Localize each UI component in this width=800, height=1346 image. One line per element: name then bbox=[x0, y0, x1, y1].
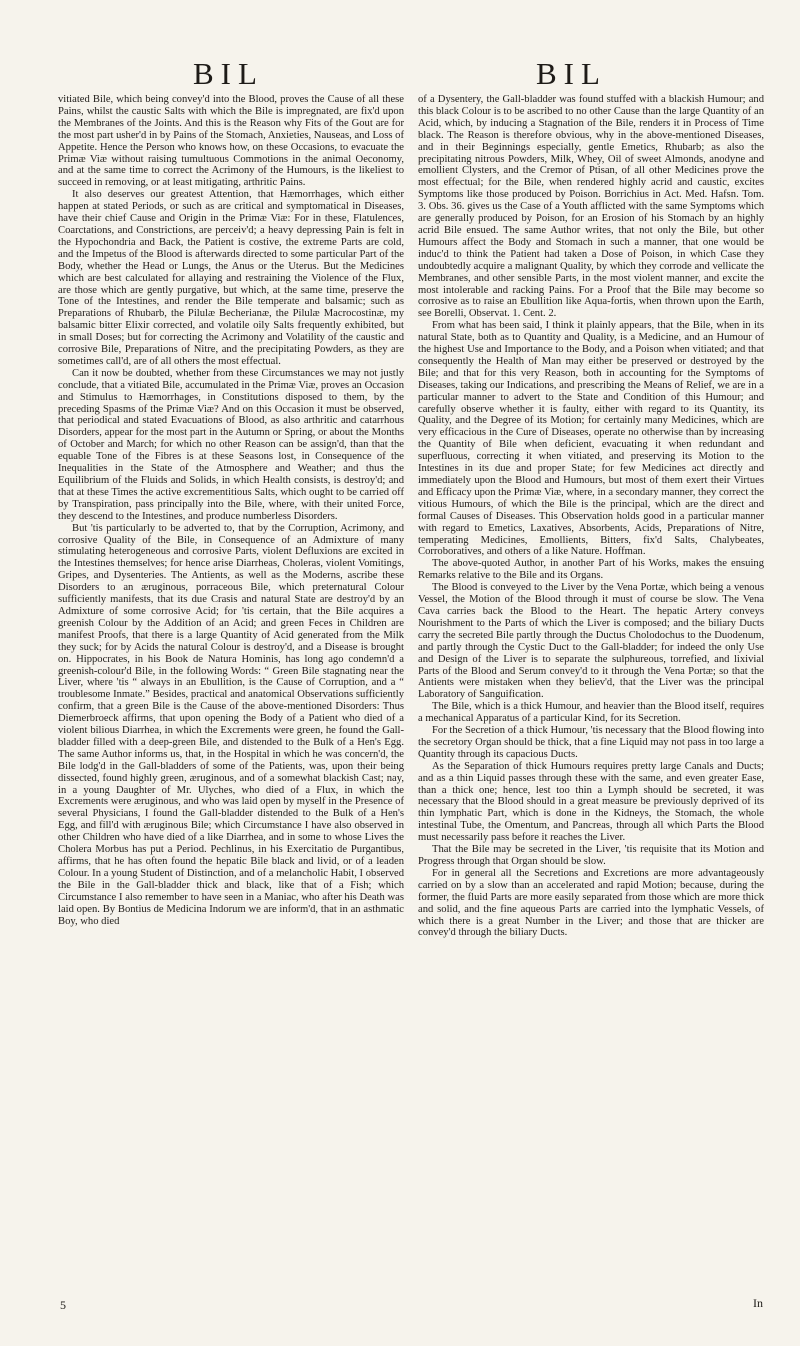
paragraph: That the Bile may be secreted in the Liver, 'tis requisite that its Motion and Progress through that Organ should be slow. bbox=[418, 844, 764, 867]
paragraph: Can it now be doubted, whether from these Circumstances we may not justly conclude, that a vitiated Bile, accumulated in the Primæ Viæ, proves an Occasion and Stimulus to Hæmorrhages, in Constitutions disposed to them, by the preceding Spasms of the Primæ Viæ? And on this Occasion it must be observed, that periodical and stated Evacuations of Blood, as also arthritic and catarrhous Disorders, appear for the most part in the Autumn or Spring, or about the Months of October and March; for which no other Reason can be assign'd, than that the equable Tone of the Fibres is at these Seasons lost, in Consequence of the Inequalities in the State of the Atmosphere and Weather; and thus the Equilibrium of the Fluids and Solids, in which Health consists, is destroy'd; and that at these Times the active excrementitious Salts, which ought to be carried off by Transpiration, pass principally into the Bile, where, with their united Force, they descend to the Intestines, and produce numberless Disorders. bbox=[58, 367, 404, 522]
paragraph: As the Separation of thick Humours requires pretty large Canals and Ducts; and as a thin Liquid passes through these with the same, and even greater Ease, than a thick one; hence, lest too thin a Lymph should be secreted, it was necessary that the Blood should in a great measure be previously deprived of its thin lymphatic Part, which is done in the Kidneys, the Stomach, the whole intestinal Tube, the Omentum, and Pancreas, through all which Parts the Blood must necessarily pass before it reaches the Liver. bbox=[418, 760, 764, 844]
headword-left: BIL bbox=[193, 56, 264, 91]
right-column bbox=[418, 94, 764, 939]
running-header bbox=[58, 56, 764, 96]
paragraph: It also deserves our greatest Attention, that Hæmorrhages, which either happen at stated Periods, or such as are critical and symptomatical in Diseases, have their chief Cause and Origin in the Primæ Viæ: For in these, Flatulences, Coarctations, and Constrictions, are perceiv'd; a heavy depressing Pain is felt in the Hypochondria and Back, the Patient is costive, the extreme Parts are cold, and the Impetus of the Blood is afterwards directed to some particular Part of the Body, whether the Head or Lungs, the Anus or the Uterus. But the Medicines which are best calculated for allaying and restraining the Violence of the Flux, are those which are gently purgative, but which, at the same time, preserve the Tone of the Intestines, and render the Bile temperate and balsamic; such as Preparations of Rhubarb, the Pilulæ Becherianæ, the Pilulæ Macrocostinæ, my balsamic bitter Elixir corrected, and volatile oily Salts frequently exhibited, but in small Doses; but for correcting the Acrimony and Volatility of the caustic and corrosive Bile, Preparations of Nitre, and the precipitating Powders, as they are sometimes call'd, are of all others the most effectual. bbox=[58, 189, 404, 367]
signature-mark: 5 bbox=[60, 1298, 66, 1312]
paragraph: of a Dysentery, the Gall-bladder was found stuffed with a blackish Humour; and this black Colour is to be ascribed to no other Cause than the large Quantity of an Acid, which, by inducing a Stagnation of the Bile, renders it in Process of Time black. The Reason is therefore obvious, why in the above-mentioned Diseases, and in their Beginnings especially, gentle Emetics, Rhubarb; as also the precipitating nitrous Powders, Milk, Whey, Oil of sweet Almonds, anodyne and emollient Clysters, and the Cremor of Ptisan, of all other Medicines prove the most effectual; for the Bile, when rendered highly acrid and caustic, excites Symptoms like those produced by Poison. Borrichius in Act. Med. Hafsn. Tom. 3. Obs. 36. gives us the Case of a Youth afflicted with the same Symptoms which are generally produced by Poison, for an Erosion of his Stomach by an highly acrid Bile ensued. The same Author writes, that not only the Bile, but other Humours affect the Body and Stomach in such a manner, that one would be induc'd to think the Patient had taken a Dose of Poison, in which Case they undoubtedly acquire a malignant Quality, by which they corrode and vellicate the Membranes, and other sensible Parts, in the most violent manner, and excite the most intolerable and racking Pains. For a Proof that the Bile may become so corrosive as to raise an Ebullition like Aqua-fortis, when thrown upon the Earth, see Borelli, Observat. 1. Cent. 2. bbox=[418, 94, 764, 320]
paragraph: The Blood is conveyed to the Liver by the Vena Portæ, which being a venous Vessel, the Motion of the Blood through it must of course be slow. The Vena Cava carries back the Blood to the Heart. The hepatic Artery conveys Nourishment to the Parts of which the Liver is composed; and the biliary Ducts carry the secreted Bile partly through the Ductus Cholodochus to the Duodenum, and partly through the Cystic Duct to the Gall-bladder; for indeed the only Use and Design of the Liver is to separate the sulphureous, torrefied, and lixivial Parts of the Blood and Serum convey'd to it through the Vena Portæ; so that the Antients were mistaken when they believ'd, that the Liver was the principal Laboratory of Sanguification. bbox=[418, 582, 764, 701]
text-columns bbox=[58, 94, 764, 939]
paragraph: For the Secretion of a thick Humour, 'tis necessary that the Blood flowing into the secretory Organ should be thick, that a fine Liquid may not pass in too large a Quantity through its capacious Ducts. bbox=[418, 725, 764, 760]
paragraph: vitiated Bile, which being convey'd into the Blood, proves the Cause of all these Pains, whilst the caustic Salts with which the Bile is impregnated, are fix'd upon the Membranes of the Joints. And this is the Reason why Fits of the Gout are for the most part usher'd in by Pains of the Stomach, Anxieties, Nauseas, and Loss of Appetite. Hence the Person who knows how, on these Occasions, to evacuate the Primæ Viæ without raising tumultuous Commotions in the animal Oeconomy, and at the same time to correct the Acrimony of the Humours, is the likeliest to succeed in removing, or at least mitigating, arthritic Pains. bbox=[58, 94, 404, 189]
paragraph: From what has been said, I think it plainly appears, that the Bile, when in its natural State, both as to Quantity and Quality, is a Medicine, and an Humour of the highest Use and Importance to the Body, and a Poison when vitiated; and that consequently the Health of Man may either be preserved or destroyed by the Bile; and that for this very Reason, both in accounting for the Symptoms of Diseases, taking our Indications, and prescribing the Means of Relief, we are in a particular manner to advert to the State and Condition of this Humour; and carefully observe whether it is faulty, either with regard to its Quantity, its Quality, and the Degree of its Motion; for certainly many Medicines, which are very efficacious in the Cure of Diseases, operate no otherwise than by increasing the Quantity of Bile when deficient, evacuating it when redundant and superfluous, correcting it when vitiated, and preserving its Motion to the Intestines in its due and proper State; for few Medicines act directly and immediately upon the Blood and Humours, but most of them exert their Virtues and Efficacy upon the Primæ Viæ, where, in a secondary manner, they correct the vitious Humours, of which the Bile is the principal, which are the direct and formal Causes of Diseases. This Observation holds good in a particular manner with regard to Emetics, Laxatives, Absorbents, Acids, Preparations of Nitre, temperating Medicines, Emollients, Bitters, fix'd Salts, Chalybeates, Corroboratives, and others of a like Nature. Hoffman. bbox=[418, 320, 764, 558]
paragraph: But 'tis particularly to be adverted to, that by the Corruption, Acrimony, and corrosive Quality of the Bile, in Consequence of an Admixture of many stimulating heterogeneous and corrosive Parts, violent Defluxions are excited in the Intestines themselves; for hence arise Diarrheas, Choleras, violent Vomitings, Gripes, and Dysenteries. The Antients, as well as the Moderns, ascribe these Disorders to an æruginous, porraceous Bile, which preternatural Colour sufficiently manifests, that its due Crasis and natural State are destroy'd by an Admixture of some corrosive Acid; for 'tis certain, that the Bile acquires a greenish Colour by the Addition of an Acid; and green Feces in Children are manifest Proofs, that there is a large Quantity of Acid generated from the Milk they suck; for by Acids the natural Colour is destroy'd, and a Disease is brought on. Hippocrates, in his Book de Natura Hominis, has long ago condemn'd a greenish-colour'd Bile, in the following Words: “ Green Bile stagnating near the Liver, where 'tis “ always in an Ebullition, is the Cause of Corruption, and a “ troublesome Inmate.” Besides, practical and anatomical Observations sufficiently confirm, that a green Bile is the Cause of the above-mentioned Disorders: Thus Diemerbroeck affirms, that upon opening the Body of a Patient who died of a violent bilious Diarrhea, in which the Excrements were green, he found the Gall-bladder filled with a deep-green Bile, and distended to the Bulk of a Hen's Egg. The same Author informs us, that, in the Hospital in which he was concern'd, the Bile lodg'd in the Gall-bladders of some of the Patients, was, upon their being dissected, found highly green, æruginous, and of a somewhat blackish Cast; nay, in a young Daughter of Mr. Ulyches, who died of a Flux, in which the Excrements were æruginous, and who was laid open by myself in the Presence of several Physicians, I found the Gall-bladder distended to the Bulk of a Hen's Egg, and fill'd with æruginous Bile; which Circumstance I have also observed in other Children who have died of a like Diarrhea, and in some to whose Lives the Cholera Morbus has put a Period. Pechlinus, in his Exercitatio de Purgantibus, affirms, that he has often found the hepatic Bile black and livid, or of a leaden Colour. In a young Student of Distinction, and of a melancholic Habit, I observed the Bile in the Gall-bladder thick and black, like that of a Fish; which Circumstance I also remember to have seen in a Maniac, who after his Death was laid open. By Bontius de Medicina Indorum we are inform'd, that in an asthmatic Boy, who died bbox=[58, 522, 404, 927]
paragraph: The Bile, which is a thick Humour, and heavier than the Blood itself, requires a mechanical Apparatus of a particular Kind, for its Secretion. bbox=[418, 701, 764, 725]
paragraph: The above-quoted Author, in another Part of his Works, makes the ensuing Remarks relative to the Bile and its Organs. bbox=[418, 558, 764, 582]
headword-right: BIL bbox=[536, 56, 607, 91]
left-column bbox=[58, 94, 404, 939]
paragraph: For in general all the Secretions and Excretions are more advantageously carried on by a slow than an accelerated and rapid Motion; because, during the former, the fluid Parts are more easily separated from those which are more thick and solid, and the fine aqueous Parts are carried into the lymphatic Vessels, of which there is a great Number in the Liver; and those that are thicker are convey'd through the biliary Ducts. bbox=[418, 867, 764, 939]
catchword: In bbox=[753, 1296, 763, 1310]
